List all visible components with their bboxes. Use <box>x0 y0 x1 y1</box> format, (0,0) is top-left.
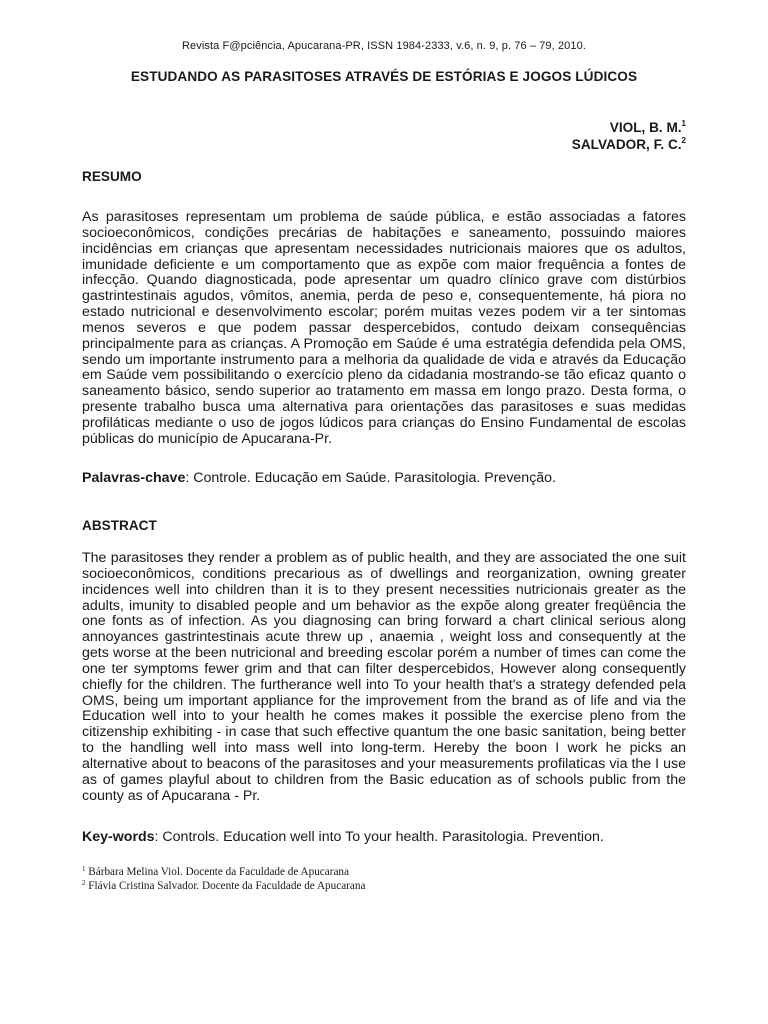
author-name: SALVADOR, F. C. <box>571 137 682 152</box>
footnote-text: Bárbara Melina Viol. Docente da Faculdade de Apucarana <box>85 866 349 878</box>
footnotes <box>82 865 365 893</box>
keywords-text: : Controle. Educação em Saúde. Parasitologia. Prevenção. <box>185 470 557 486</box>
abstract-heading: ABSTRACT <box>82 518 157 533</box>
abstract-text: The parasitoses they render a problem as of public health, and they are associated the one suit socioeconômicos, conditions precarious as of dwellings and reorganization, owning greater incidences well into children than it is to they present necessities nutricionais greater as the adults, imunity to disabled people and um behavior as the expõe along greater freqüência the one fonts as of infection. As you diagnosing can bring forward a chart clinical serious along annoyances gastrintestinais acute threw up , anaemia , weight loss and consequently at the gets worse at the been nutricional and breeding escolar porém a number of times can come the one ter symptoms fewer grim and that can filter despercebidos, However along consequently chiefly for the children. The furtherance well into To your health that's a strategy defended pela OMS, being um important appliance for the improvement from the brand as of life and via the Education well into to your health he comes makes it possible the exercise pleno from the citizenship exhibiting - in case that such effective quantum the one basic sanitation, being better to the handling well into mass well into long-term. Hereby the boon I work he picks an alternative about to beacons of the parasitoses and your measurements profilaticas via the I use as of games playful about to children from the Basic education as of schools public from the county as of Apucarana - Pr. <box>82 550 686 804</box>
abstract-keywords <box>82 829 686 845</box>
footnote-mark: 2 <box>82 879 86 887</box>
resumo-keywords <box>82 470 686 486</box>
paper-title: ESTUDANDO AS PARASITOSES ATRAVÉS DE ESTÓRIAS E JOGOS LÚDICOS <box>130 69 638 84</box>
footnote <box>82 865 365 879</box>
author-footnote-mark: 2 <box>681 136 686 145</box>
resumo-text: As parasitoses representam um problema de saúde pública, e estão associadas a fatores socioeconômicos, condições precárias de habitações e saneamento, possuindo maiores incidências em crianças que apresentam necessidades nutricionais maiores que os adultos, imunidade deficiente e um comportamento que as expõe com maior frequência a fontes de infecção. Quando diagnosticada, pode apresentar um quadro clínico grave com distúrbios gastrintestinais agudos, vômitos, anemia, perda de peso e, consequentemente, há piora no estado nutricional e desenvolvimento escolar; porém muitas vezes podem vir a ter sintomas menos severos e que podem passar despercebidos, contudo deixam consequências principalmente para as crianças. A Promoção em Saúde é uma estratégia defendida pela OMS, sendo um importante instrumento para a melhoria da qualidade de vida e através da Educação em Saúde vem possibilitando o exercício pleno da cidadania mostrando-se tão eficaz quanto o saneamento básico, sendo superior ao tratamento em massa em longo prazo. Desta forma, o presente trabalho busca uma alternativa para orientações das parasitoses e suas medidas profiláticas mediante o uso de jogos lúdicos para crianças do Ensino Fundamental de escolas públicas do município de Apucarana-Pr. <box>82 209 686 447</box>
author-footnote-mark: 1 <box>681 119 686 128</box>
footnote-mark: 1 <box>82 865 86 873</box>
keywords-label: Key-words <box>82 829 155 845</box>
footnote <box>82 879 365 893</box>
footnote-text: Flávia Cristina Salvador. Docente da Faculdade de Apucarana <box>85 880 366 892</box>
keywords-label: Palavras-chave <box>82 470 186 486</box>
author-line <box>572 119 686 136</box>
author-line <box>572 136 686 153</box>
journal-citation: Revista F@pciência, Apucarana-PR, ISSN 1984-2333, v.6, n. 9, p. 76 – 79, 2010. <box>182 40 586 52</box>
author-list <box>572 119 686 153</box>
resumo-heading: RESUMO <box>82 169 142 184</box>
keywords-text: : Controls. Education well into To your health. Parasitologia. Prevention. <box>154 829 604 845</box>
author-name: VIOL, B. M. <box>609 120 682 135</box>
